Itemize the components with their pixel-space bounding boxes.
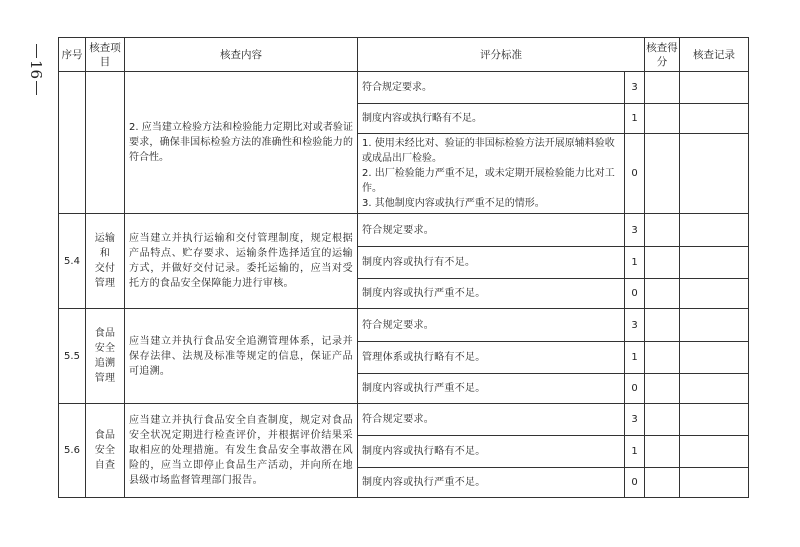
cell-record-input[interactable] [680, 247, 749, 279]
cell-record-input[interactable] [680, 309, 749, 342]
item-line: 运输 [94, 233, 116, 244]
cell-points: 3 [625, 309, 645, 342]
item-line: 自查 [94, 460, 116, 471]
cell-record-input[interactable] [680, 72, 749, 104]
page-number-dash-bottom [36, 81, 37, 95]
cell-item [86, 309, 125, 404]
criteria-line: 3. 其他制度内容或执行严重不足的情形。 [362, 198, 545, 209]
cell-criteria [358, 404, 625, 436]
cell-points: 0 [625, 374, 645, 404]
cell-no: 5.4 [59, 214, 86, 309]
table-row [59, 214, 749, 247]
criteria-line: 符合规定要求。 [362, 319, 435, 331]
item-line: 食品 [94, 328, 116, 339]
header-content: 核查内容 [125, 38, 358, 72]
table-row [59, 72, 749, 104]
cell-record-input[interactable] [680, 374, 749, 404]
cell-score-input[interactable] [645, 134, 680, 214]
cell-score-input[interactable] [645, 404, 680, 436]
cell-criteria [358, 279, 625, 309]
item-line: 追溯 [94, 358, 116, 369]
cell-record-input[interactable] [680, 279, 749, 309]
cell-score-input[interactable] [645, 214, 680, 247]
cell-content: 应当建立并执行食品安全自查制度，规定对食品安全状况定期进行检查评价，并根据评价结果采取相应的处理措施。有发生食品安全事故潜在风险的，应当立即停止食品生产活动，并向所在地县级市场监督管理部门报告。 [125, 404, 358, 498]
cell-score-input[interactable] [645, 279, 680, 309]
cell-points: 3 [625, 404, 645, 436]
header-criteria: 评分标准 [358, 38, 645, 72]
cell-points: 1 [625, 247, 645, 279]
criteria-line: 制度内容或执行严重不足。 [362, 383, 486, 394]
criteria-line: 符合规定要求。 [362, 414, 435, 425]
cell-points: 0 [625, 134, 645, 214]
page-number-dash-top [36, 44, 37, 58]
table-row [59, 309, 749, 342]
cell-content: 应当建立并执行食品安全追溯管理体系，记录并保存法律、法规及标准等规定的信息，保证产品可追溯。 [125, 309, 358, 404]
cell-criteria [358, 342, 625, 374]
cell-no: 5.5 [59, 309, 86, 404]
cell-score-input[interactable] [645, 436, 680, 468]
cell-criteria [358, 309, 625, 342]
cell-criteria [358, 247, 625, 279]
criteria-line: 符合规定要求。 [362, 82, 432, 93]
item-line: 交付 [94, 263, 116, 274]
cell-criteria [358, 468, 625, 498]
cell-criteria [358, 374, 625, 404]
cell-item [86, 404, 125, 498]
cell-record-input[interactable] [680, 214, 749, 247]
item-line: 食品 [94, 430, 116, 441]
header-no: 序号 [59, 38, 86, 72]
cell-points: 3 [625, 214, 645, 247]
cell-no [59, 72, 86, 214]
cell-points: 3 [625, 72, 645, 104]
criteria-line: 1. 使用未经比对、验证的非国标检验方法开展原辅料验收或成品出厂检验。 [362, 138, 615, 164]
cell-record-input[interactable] [680, 404, 749, 436]
cell-criteria [358, 134, 625, 214]
cell-content: 2. 应当建立检验方法和检验能力定期比对或者验证要求，确保非国标检验方法的准确性和检验能力的符合性。 [125, 72, 358, 214]
cell-score-input[interactable] [645, 247, 680, 279]
cell-score-input[interactable] [645, 342, 680, 374]
cell-record-input[interactable] [680, 342, 749, 374]
cell-score-input[interactable] [645, 374, 680, 404]
cell-record-input[interactable] [680, 104, 749, 134]
table-row [59, 404, 749, 436]
cell-score-input[interactable] [645, 468, 680, 498]
inspection-table [58, 37, 749, 498]
cell-criteria [358, 214, 625, 247]
cell-criteria [358, 72, 625, 104]
cell-points: 1 [625, 436, 645, 468]
header-record: 核查记录 [680, 38, 749, 72]
cell-score-input[interactable] [645, 72, 680, 104]
cell-points: 1 [625, 104, 645, 134]
cell-item [86, 72, 125, 214]
cell-points: 0 [625, 468, 645, 498]
cell-item [86, 214, 125, 309]
cell-record-input[interactable] [680, 436, 749, 468]
table-header [59, 38, 749, 72]
item-line: 安全 [94, 343, 116, 354]
table-body [59, 72, 749, 498]
cell-score-input[interactable] [645, 309, 680, 342]
criteria-line: 管理体系或执行略有不足。 [362, 352, 486, 363]
criteria-line: 2. 出厂检验能力严重不足，或未定期开展检验能力比对工作。 [362, 168, 615, 194]
page-number: 16 [27, 60, 45, 80]
header-item: 核查项目 [86, 38, 125, 72]
page-number-margin [22, 44, 50, 124]
cell-record-input[interactable] [680, 134, 749, 214]
item-line: 管理 [94, 278, 116, 289]
item-line: 和 [99, 248, 111, 259]
criteria-line: 制度内容或执行略有不足。 [362, 113, 482, 124]
cell-record-input[interactable] [680, 468, 749, 498]
cell-content: 应当建立并执行运输和交付管理制度，规定根据产品特点、贮存要求、运输条件选择适宜的运输方式，并做好交付记录。委托运输的，应当对受托方的食品安全保障能力进行审核。 [125, 214, 358, 309]
header-score: 核查得分 [645, 38, 680, 72]
cell-score-input[interactable] [645, 104, 680, 134]
criteria-line: 制度内容或执行略有不足。 [362, 446, 486, 457]
cell-no: 5.6 [59, 404, 86, 498]
item-line: 管理 [94, 373, 116, 384]
criteria-line: 制度内容或执行严重不足。 [362, 288, 486, 299]
cell-points: 1 [625, 342, 645, 374]
cell-points: 0 [625, 279, 645, 309]
criteria-line: 制度内容或执行有不足。 [362, 257, 476, 268]
cell-criteria [358, 104, 625, 134]
criteria-line: 符合规定要求。 [362, 224, 435, 236]
criteria-line: 制度内容或执行严重不足。 [362, 477, 486, 488]
item-line: 安全 [94, 445, 116, 456]
cell-criteria [358, 436, 625, 468]
